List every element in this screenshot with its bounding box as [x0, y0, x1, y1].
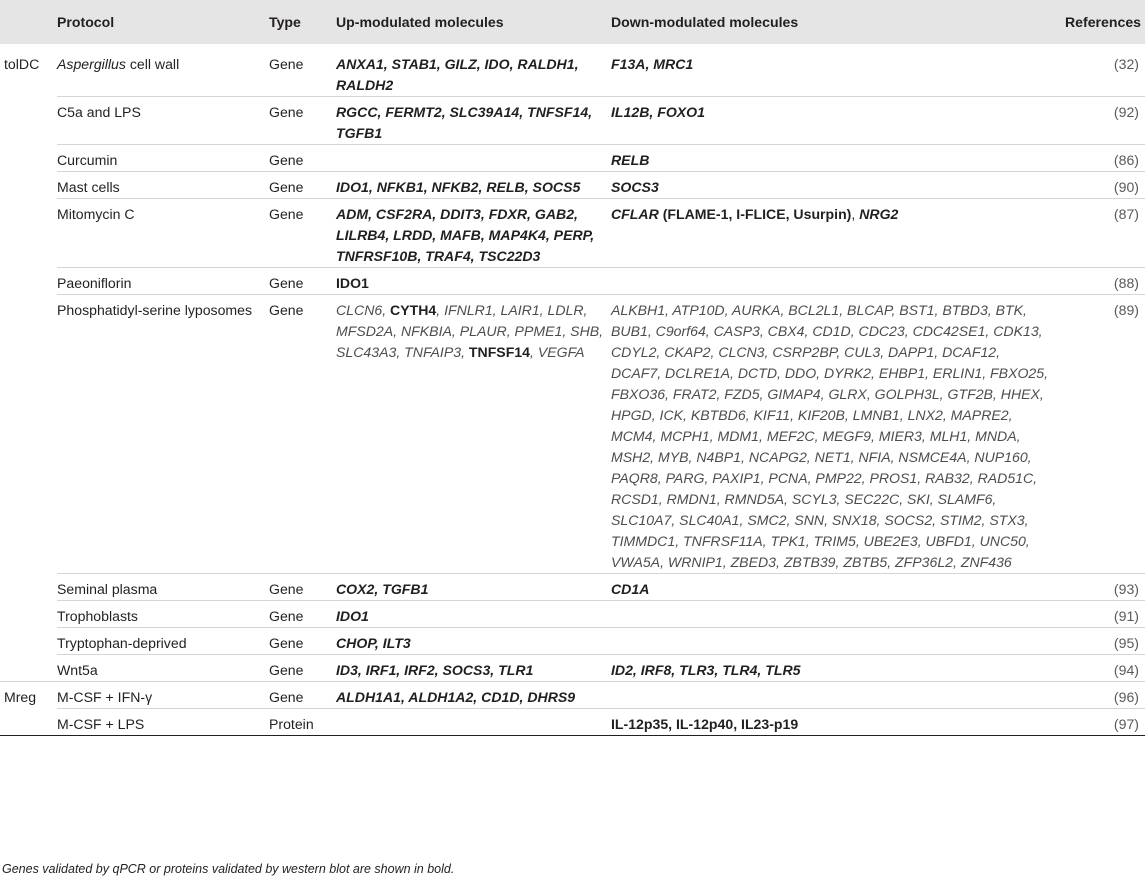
row-protocol: Seminal plasma: [57, 574, 269, 601]
row-reference: (96): [1055, 682, 1145, 709]
row-reference: (92): [1055, 97, 1145, 145]
table-row: [0, 145, 1145, 172]
row-reference: (86): [1055, 145, 1145, 172]
row-reference: (93): [1055, 574, 1145, 601]
row-type: Gene: [269, 268, 336, 295]
table-footnote: Genes validated by qPCR or proteins validated by western blot are shown in bold.: [2, 862, 455, 876]
row-group: [0, 172, 57, 199]
table-row: [0, 709, 1145, 736]
row-protocol: C5a and LPS: [57, 97, 269, 145]
row-down-modulated: ID2, IRF8, TLR3, TLR4, TLR5: [611, 655, 1055, 682]
header-group: [0, 0, 57, 44]
row-type: Gene: [269, 56, 304, 72]
row-down-modulated: [611, 601, 1055, 628]
row-down-modulated: [611, 628, 1055, 655]
row-down-modulated: CD1A: [611, 574, 1055, 601]
header-protocol: Protocol: [57, 0, 269, 44]
row-type: Gene: [269, 574, 336, 601]
row-down-modulated: IL-12p35, IL-12p40, IL23-p19: [611, 709, 1055, 736]
row-protocol: Tryptophan-deprived: [57, 628, 269, 655]
row-group: [0, 601, 57, 628]
table-row: [0, 682, 1145, 709]
row-type: Gene: [269, 145, 336, 172]
row-group: tolDC: [4, 56, 40, 72]
table-row: [0, 601, 1145, 628]
row-down-modulated: SOCS3: [611, 172, 1055, 199]
row-group: [0, 295, 57, 574]
table-header-row: [0, 0, 1145, 44]
row-protocol: Phosphatidyl-serine lyposomes: [57, 295, 269, 574]
row-up-modulated: ADM, CSF2RA, DDIT3, FDXR, GAB2, LILRB4, LRDD, MAFB, MAP4K4, PERP, TNFRSF10B, TRAF4, TSC22D3: [336, 199, 611, 268]
row-group: [0, 655, 57, 682]
row-reference: (91): [1055, 601, 1145, 628]
row-protocol: Paeoniflorin: [57, 268, 269, 295]
row-up-modulated: ANXA1, STAB1, GILZ, IDO, RALDH1, RALDH2: [336, 56, 579, 93]
row-up-modulated: [336, 145, 611, 172]
row-protocol: Aspergillus cell wall: [57, 56, 180, 72]
row-down-modulated: [611, 682, 1055, 709]
row-reference: (87): [1055, 199, 1145, 268]
row-down-modulated: ALKBH1, ATP10D, AURKA, BCL2L1, BLCAP, BST1, BTBD3, BTK, BUB1, C9orf64, CASP3, CBX4, CD1D, CDC23, CDC42SE1, CDK13, CDYL2, CKAP2, CLCN3, CSRP2BP, CUL3, DAPP1, DCAF12, DCAF7, DCLRE1A, DCTD, DDO, DYRK2, EHBP1, ERLIN1, FBXO25, FBXO36, FRAT2, FZD5, GIMAP4, GLRX, GOLPH3L, GTF2B, HHEX, HPGD, ICK, KBTBD6, KIF11, KIF20B, LMNB1, LNX2, MAPRE2, MCM4, MCPH1, MDM1, MEF2C, MEGF9, MIER3, MLH1, MNDA, MSH2, MYB, N4BP1, NCAPG2, NET1, NFIA, NSMCE4A, NUP160, PAQR8, PARG, PAXIP1, PCNA, PMP22, PROS1, RAB32, RAD51C, RCSD1, RMDN1, RMND5A, SCYL3, SEC22C, SKI, SLAMF6, SLC10A7, SLC40A1, SMC2, SNN, SNX18, SOCS2, STIM2, STX3, TIMMDC1, TNFRSF11A, TPK1, TRIM5, UBE2E3, UBFD1, UNC50, VWA5A, WRNIP1, ZBED3, ZBTB39, ZBTB5, ZFP36L2, ZNF436: [611, 295, 1055, 574]
header-down: Down-modulated molecules: [611, 0, 1055, 44]
row-type: Gene: [269, 601, 336, 628]
row-type: Gene: [269, 655, 336, 682]
table-row: [0, 655, 1145, 682]
row-down-modulated: CFLAR (FLAME-1, I-FLICE, Usurpin), NRG2: [611, 199, 1055, 268]
row-up-modulated: IDO1: [336, 601, 611, 628]
row-up-modulated: RGCC, FERMT2, SLC39A14, TNFSF14, TGFB1: [336, 97, 611, 145]
row-type: Gene: [269, 97, 336, 145]
row-group: [0, 199, 57, 268]
table-row: [0, 44, 1145, 97]
row-protocol: Mast cells: [57, 172, 269, 199]
row-down-modulated: RELB: [611, 145, 1055, 172]
row-reference: (90): [1055, 172, 1145, 199]
row-group: [0, 628, 57, 655]
table-row: [0, 268, 1145, 295]
row-down-modulated: [611, 268, 1055, 295]
row-up-modulated: [336, 709, 611, 736]
row-reference: (95): [1055, 628, 1145, 655]
row-protocol: Trophoblasts: [57, 601, 269, 628]
row-type: Gene: [269, 199, 336, 268]
row-group: [0, 268, 57, 295]
row-type: Protein: [269, 709, 336, 736]
row-protocol: Curcumin: [57, 145, 269, 172]
row-up-modulated: CLCN6, CYTH4, IFNLR1, LAIR1, LDLR, MFSD2A, NFKBIA, PLAUR, PPME1, SHB, SLC43A3, TNFAIP3, TNFSF14, VEGFA: [336, 295, 611, 574]
row-type: Gene: [269, 172, 336, 199]
row-reference: (97): [1055, 709, 1145, 736]
header-type: Type: [269, 0, 336, 44]
row-protocol: M-CSF + IFN-γ: [57, 682, 269, 709]
table-body: [0, 44, 1145, 736]
row-type: Gene: [269, 628, 336, 655]
row-protocol: Mitomycin C: [57, 199, 269, 268]
row-down-modulated: IL12B, FOXO1: [611, 97, 1055, 145]
row-group: [0, 145, 57, 172]
table-row: [0, 199, 1145, 268]
row-type: Gene: [269, 682, 336, 709]
row-reference: (94): [1055, 655, 1145, 682]
row-up-modulated: ID3, IRF1, IRF2, SOCS3, TLR1: [336, 655, 611, 682]
row-group: [0, 97, 57, 145]
row-up-modulated: CHOP, ILT3: [336, 628, 611, 655]
header-references: References: [1055, 0, 1145, 44]
table-row: [0, 172, 1145, 199]
row-protocol: M-CSF + LPS: [57, 709, 269, 736]
row-group: Mreg: [0, 682, 57, 709]
row-type: Gene: [269, 295, 336, 574]
row-up-modulated: ALDH1A1, ALDH1A2, CD1D, DHRS9: [336, 682, 611, 709]
row-protocol: Wnt5a: [57, 655, 269, 682]
table-row: [0, 97, 1145, 145]
row-down-modulated: F13A, MRC1: [611, 56, 694, 72]
row-up-modulated: IDO1: [336, 268, 611, 295]
table-row: [0, 574, 1145, 601]
table-row: [0, 295, 1145, 574]
row-reference: (88): [1055, 268, 1145, 295]
header-up: Up-modulated molecules: [336, 0, 611, 44]
row-reference: (89): [1055, 295, 1145, 574]
row-reference: (32): [1113, 56, 1139, 72]
row-group: [0, 709, 57, 736]
table-row: [0, 628, 1145, 655]
row-up-modulated: IDO1, NFKB1, NFKB2, RELB, SOCS5: [336, 172, 611, 199]
row-up-modulated: COX2, TGFB1: [336, 574, 611, 601]
row-group: [0, 574, 57, 601]
